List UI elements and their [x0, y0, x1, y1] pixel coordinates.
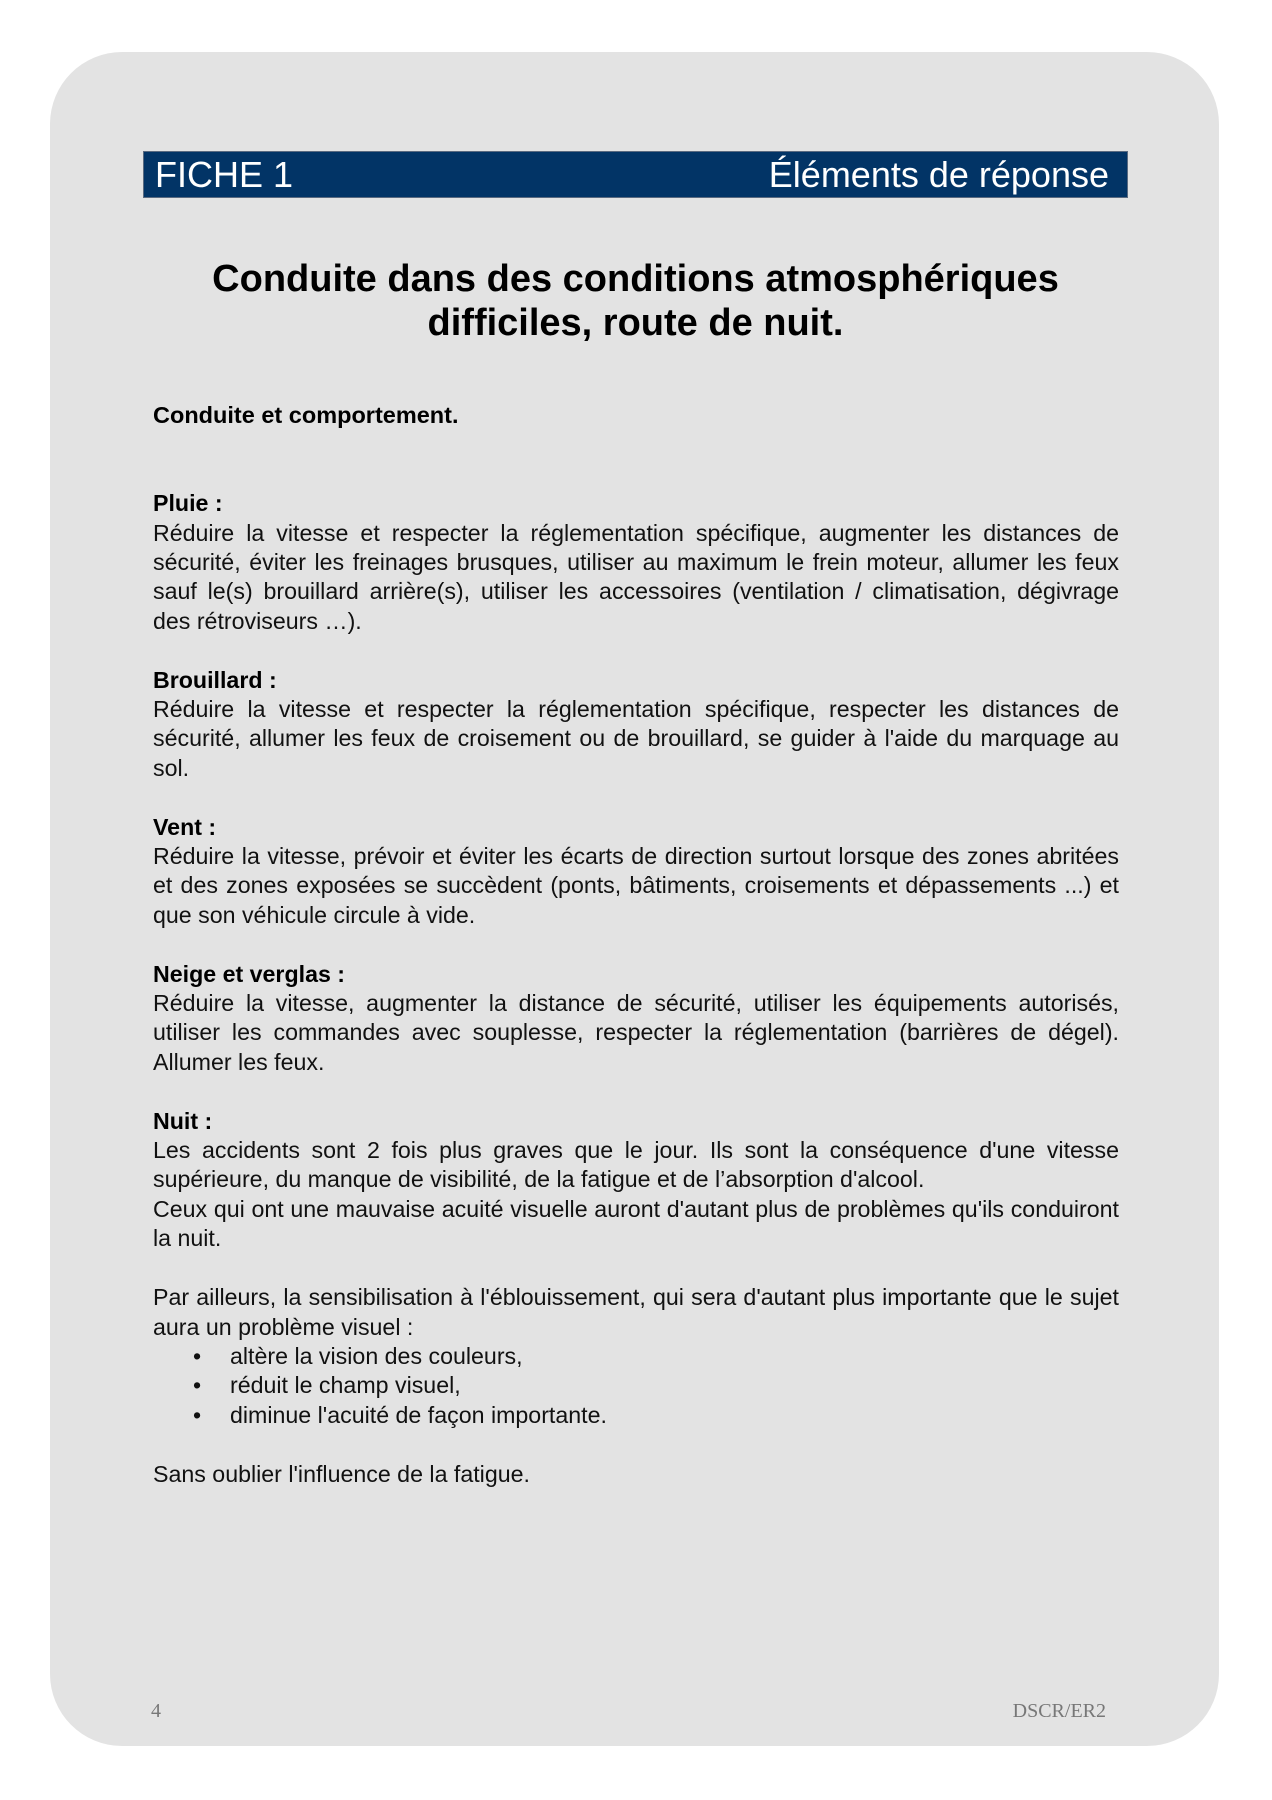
page-number: 4: [151, 1700, 161, 1722]
section-text-continued: Ceux qui ont une mauvaise acuité visuelle auront d'autant plus de problèmes qu'ils conduiront la nuit.: [153, 1195, 1119, 1252]
list-item: [153, 1342, 1119, 1371]
section-text: Réduire la vitesse, augmenter la distance de sécurité, utiliser les équipements autorisés, utiliser les commandes avec souplesse, respecter la réglementation (barrières de dégel). Allumer les feux.: [153, 990, 1119, 1075]
sheet-label: FICHE 1: [155, 154, 294, 195]
glare-section: [153, 1283, 1119, 1430]
section-heading: Brouillard :: [153, 666, 277, 693]
bullet-icon: •: [193, 1342, 202, 1369]
list-item-text: diminue l'acuité de façon importante.: [230, 1401, 607, 1428]
section-heading: Pluie :: [153, 490, 223, 517]
glare-effects-list: [153, 1342, 1119, 1430]
list-item-text: réduit le champ visuel,: [230, 1372, 461, 1399]
section-vent: [153, 813, 1119, 931]
sheet-banner: [143, 151, 1128, 198]
section-neige-verglas: [153, 960, 1119, 1078]
page-title-line-1: Conduite dans des conditions atmosphériques: [212, 258, 1059, 300]
document-body: [153, 401, 1119, 1489]
closing-remark: Sans oublier l'influence de la fatigue.: [153, 1460, 530, 1487]
bullet-icon: •: [193, 1401, 202, 1428]
list-item: [153, 1401, 1119, 1430]
section-text: Réduire la vitesse et respecter la réglementation spécifique, respecter les distances de sécurité, allumer les feux de croisement ou de brouillard, se guider à l'aide du marquage au sol.: [153, 696, 1119, 781]
sheet-type: Éléments de réponse: [768, 154, 1109, 195]
section-nuit: [153, 1107, 1119, 1254]
glare-intro: Par ailleurs, la sensibilisation à l'éblouissement, qui sera d'autant plus importante que le sujet aura un problème visuel :: [153, 1284, 1119, 1340]
section-text: Réduire la vitesse, prévoir et éviter les écarts de direction surtout lorsque des zones abritées et des zones exposées se succèdent (ponts, bâtiments, croisements et dépassements ...) et que son véhicule circule à vide.: [153, 843, 1119, 928]
list-item-text: altère la vision des couleurs,: [230, 1342, 523, 1369]
section-text: Les accidents sont 2 fois plus graves que le jour. Ils sont la conséquence d'une vitesse supérieure, du manque de visibilité, de la fatigue et de l’absorption d'alcool.: [153, 1137, 1119, 1193]
section-heading: Nuit :: [153, 1107, 213, 1134]
subheading: Conduite et comportement.: [153, 402, 459, 428]
list-item: [153, 1371, 1119, 1400]
section-brouillard: [153, 666, 1119, 784]
document-reference: DSCR/ER2: [1012, 1700, 1106, 1722]
page-title-line-2: difficiles, route de nuit.: [427, 302, 844, 344]
bullet-icon: •: [193, 1372, 202, 1399]
section-heading: Neige et verglas :: [153, 960, 346, 987]
section-pluie: [153, 489, 1119, 636]
page-title: [143, 257, 1128, 345]
section-text: Réduire la vitesse et respecter la réglementation spécifique, augmenter les distances de sécurité, éviter les freinages brusques, utiliser au maximum le frein moteur, allumer les feux sauf le(s) brouillard arrière(s), utiliser les accessoires (ventilation / climatisation, dégivrage des rétroviseurs …).: [153, 519, 1119, 634]
section-heading: Vent :: [153, 813, 217, 840]
